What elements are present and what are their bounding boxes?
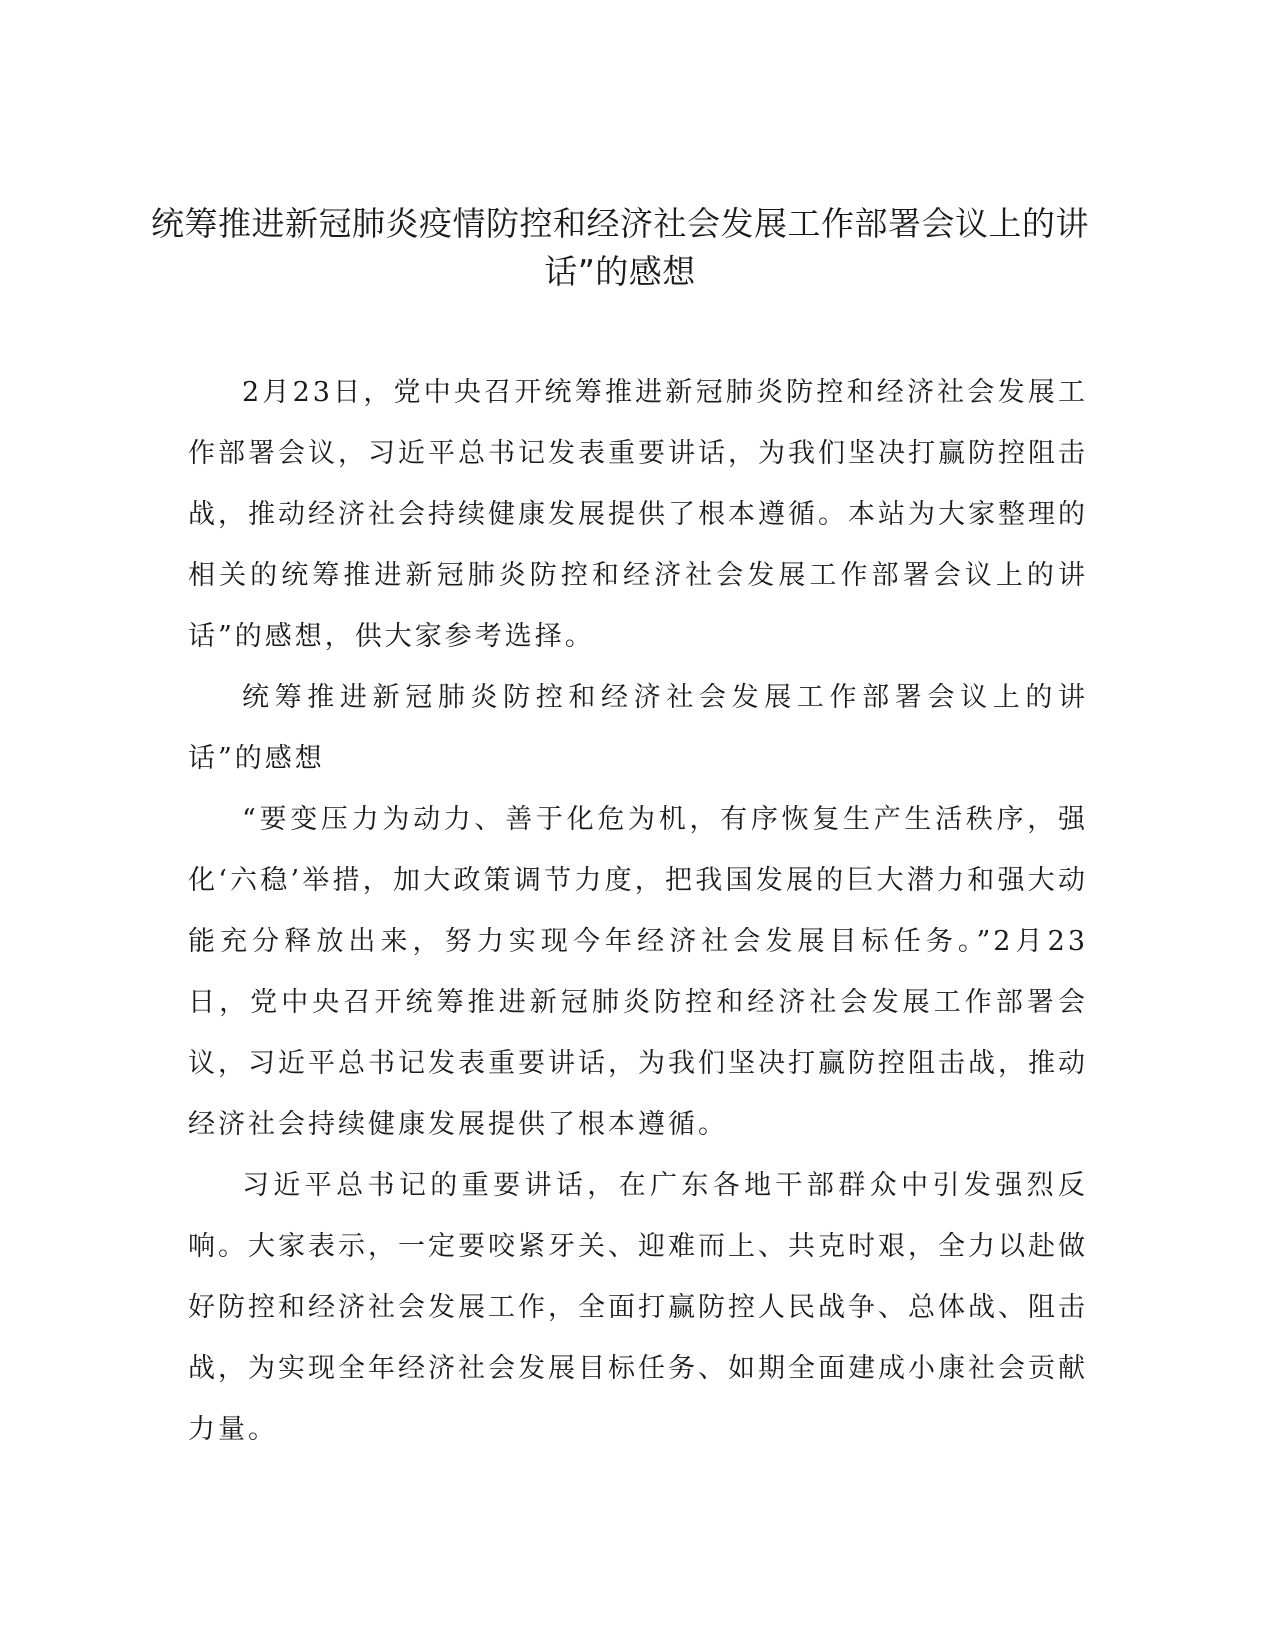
intro-paragraph: 2月23日，党中央召开统筹推进新冠肺炎防控和经济社会发展工作部署会议，习近平总书记发表重要讲话，为我们坚决打赢防控阻击战，推动经济社会持续健康发展提供了根本遵循。本站为大家整理的相关的统筹推进新冠肺炎防控和经济社会发展工作部署会议上的讲话”的感想，供大家参考选择。 bbox=[188, 377, 1088, 652]
quote-paragraph: “要变压力为动力、善于化危为机，有序恢复生产生活秩序，强化‘六稳’举措，加大政策调节力度，把我国发展的巨大潜力和强大动能充分释放出来，努力实现今年经济社会发展目标任务。”2月23日，党中央召开统筹推进新冠肺炎防控和经济社会发展工作部署会议，习近平总书记发表重要讲话，为我们坚决打赢防控阻击战，推动经济社会持续健康发展提供了根本遵循。 bbox=[188, 804, 1088, 1140]
section-heading-paragraph: 统筹推进新冠肺炎防控和经济社会发展工作部署会议上的讲话”的感想 bbox=[188, 682, 1088, 774]
document-body bbox=[188, 362, 1088, 1460]
document-title: 统筹推进新冠肺炎疫情防控和经济社会发展工作部署会议上的讲话”的感想 bbox=[151, 204, 1089, 291]
response-paragraph: 习近平总书记的重要讲话，在广东各地干部群众中引发强烈反响。大家表示，一定要咬紧牙关、迎难而上、共克时艰，全力以赴做好防控和经济社会发展工作，全面打赢防控人民战争、总体战、阻击战，为实现全年经济社会发展目标任务、如期全面建成小康社会贡献力量。 bbox=[188, 1170, 1088, 1445]
